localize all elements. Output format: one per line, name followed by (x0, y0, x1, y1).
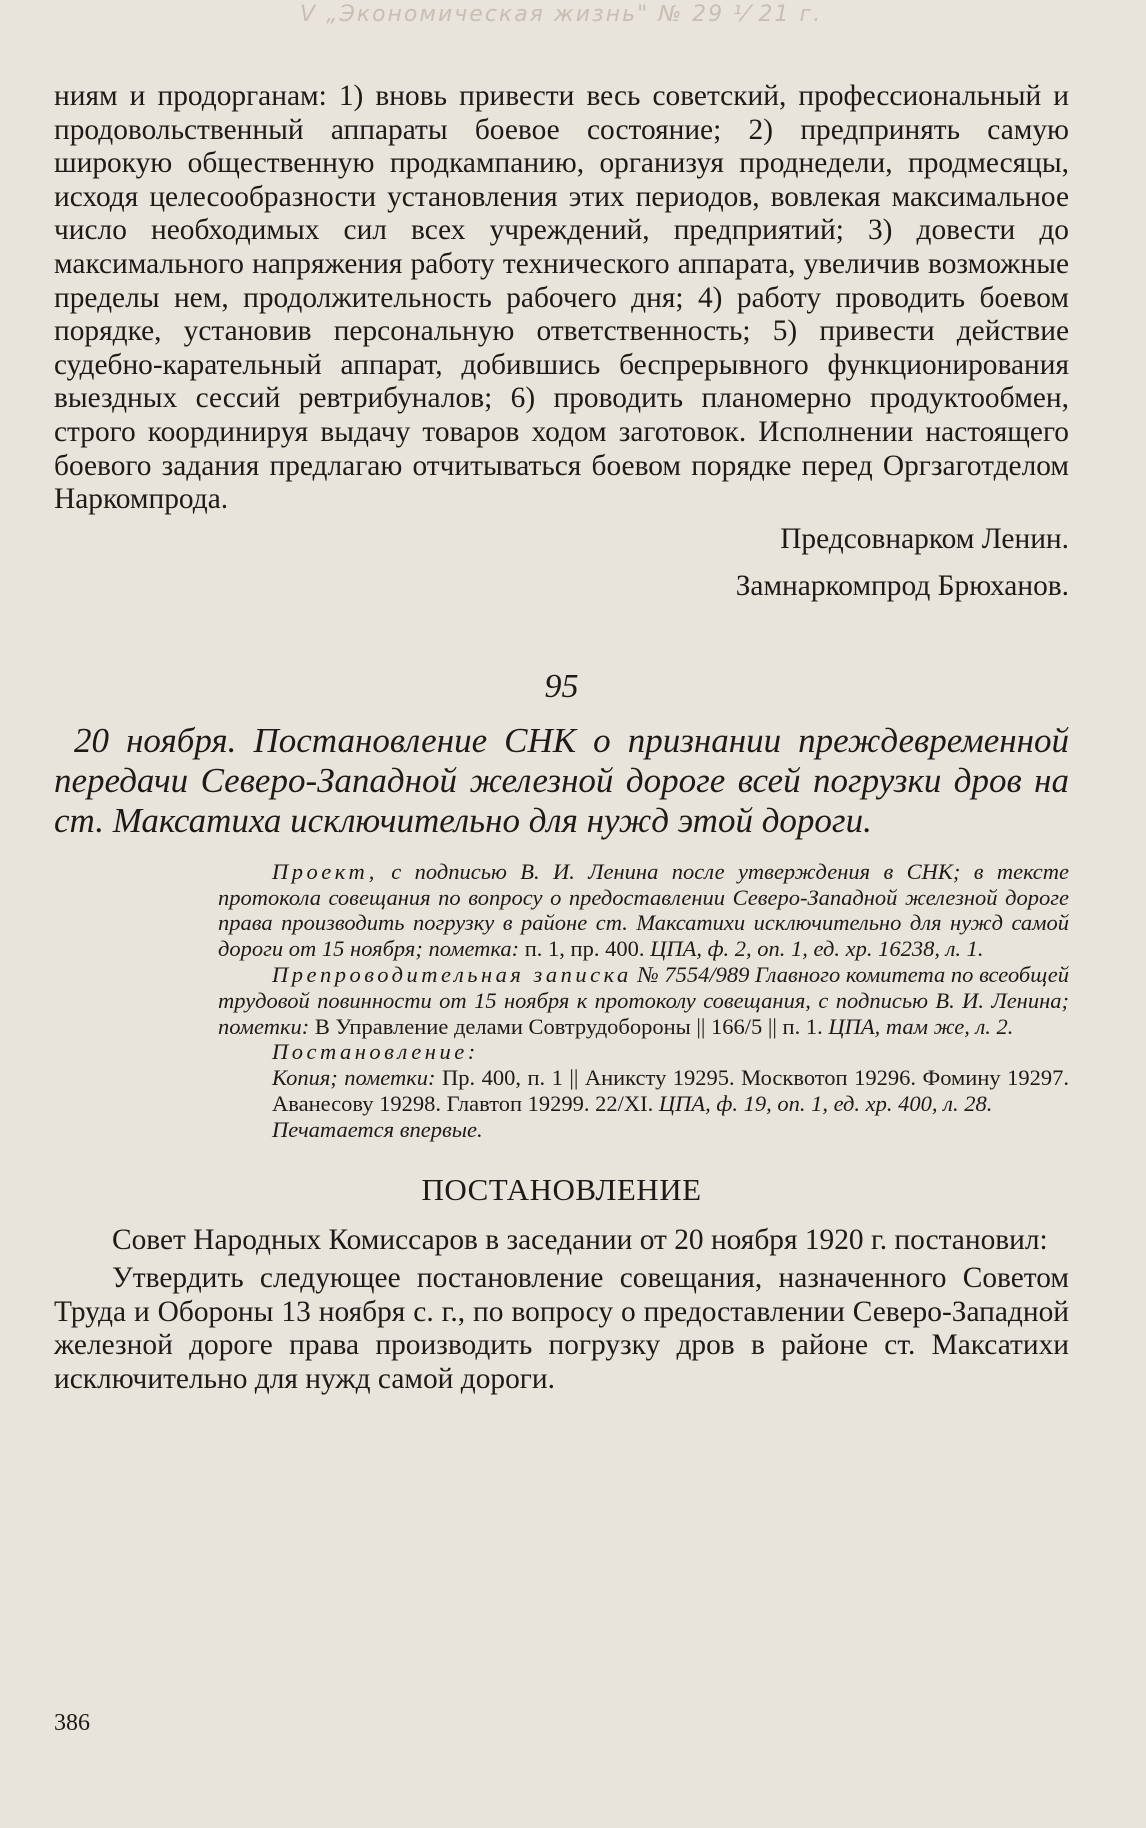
note-cover-letter-text: № 7554/989 Главного комитета по всеобщей трудовой повинности от 15 ноября к протоколу совещания, с подписью В. И. Ленина; пометки: (218, 961, 1069, 1039)
document-number: 95 (544, 667, 579, 705)
note-cover-letter-ref: В Управление делами Совтрудобороны || 166/5 || п. 1. (314, 1013, 823, 1039)
note-draft (218, 859, 1069, 962)
page-number: 386 (54, 1710, 90, 1736)
archival-notes (218, 859, 1069, 1143)
signature-bryukhanov: Замнаркомпрод Брюханов. (735, 569, 1069, 602)
note-copy-ref: Пр. 400, п. 1 || Аниксту 19295. Москвотоп 19296. Фомину 19297. Аванесову 19298. Главтоп 19299. 22/XI. (272, 1065, 1069, 1116)
page-content (54, 80, 1069, 1400)
note-copy-archive: ЦПА, ф. 19, оп. 1, ед. хр. 400, л. 28. (653, 1090, 993, 1116)
resolution-heading: ПОСТАНОВЛЕНИЕ (421, 1172, 702, 1208)
note-cover-letter-archive: ЦПА, там же, л. 2. (822, 1013, 1014, 1039)
continuation-paragraph: ниям и продорганам: 1) вновь привести весь советский, профессиональный и продовольственный аппараты боевое состояние; 2) предпринять самую широкую общественную продкампанию, организуя проднедели, продмесяцы, исходя целесообразности установления этих периодов, вовлекая максимальное число необходимых сил всех учреждений, предприятий; 3) довести до максимального напряжения работу технического аппарата, увеличив возможные пределы нем, продолжительность рабочего дня; 4) работу проводить боевом порядке, установив персональную ответственность; 5) привести действие судебно-карательный аппарат, добившись беспрерывного функционирования выездных сессий ревтрибуналов; 6) проводить планомерно продуктообмен, строго координируя выдачу товаров ходом заготовок. Исполнении настоящего боевого задания предлагаю отчитываться боевом порядке перед Оргзаготделом Наркомпрода. (54, 80, 1069, 516)
note-first-printed-label: Печатается впервые. (272, 1116, 483, 1142)
note-draft-ref: п. 1, пр. 400. (524, 936, 645, 962)
note-resolution-label: Постановление: (272, 1039, 479, 1065)
resolution-paragraph: Совет Народных Комиссаров в заседании от 20 ноября 1920 г. постановил: (112, 1224, 1048, 1257)
note-draft-archive: ЦПА, ф. 2, оп. 1, ед. хр. 16238, л. 1. (644, 936, 984, 962)
note-cover-letter-label: Препроводительная записка (272, 961, 632, 987)
signature-lenin: Предсовнарком Ленин. (780, 522, 1069, 555)
handwritten-archive-note: V „Экономическая жизнь" № 29 ¹⁄ 21 г. (300, 2, 823, 27)
note-draft-label: Проект, (272, 858, 378, 884)
note-copy (218, 1065, 1069, 1117)
note-first-printed (218, 1117, 1069, 1143)
resolution-body (54, 1224, 1069, 1396)
note-cover-letter (218, 962, 1069, 1039)
resolution-paragraph: Утвердить следующее постановление совещания, назначенного Советом Труда и Обороны 13 ноября с. г., по вопросу о предоставлении Северо-Западной железной дороге права производить погрузку дров в районе ст. Максатихи исключительно для нужд самой дороги. (54, 1262, 1069, 1395)
document-title: 20 ноября. Постановление СНК о признании преждевременной передачи Северо-Западной железной дороге всей погрузки дров на ст. Максатиха исключительно для нужд этой дороги. (54, 720, 1069, 840)
note-copy-label: Копия; пометки: (272, 1065, 436, 1091)
note-resolution (218, 1039, 1069, 1065)
note-draft-text: с подписью В. И. Ленина после утверждения в СНК; в тексте протокола совещания по вопросу о предоставлении Северо-Западной железной дороге права производить погрузку в районе ст. Максатихи исключительно для нужд самой дороги от 15 ноября; пометка: (218, 858, 1069, 962)
